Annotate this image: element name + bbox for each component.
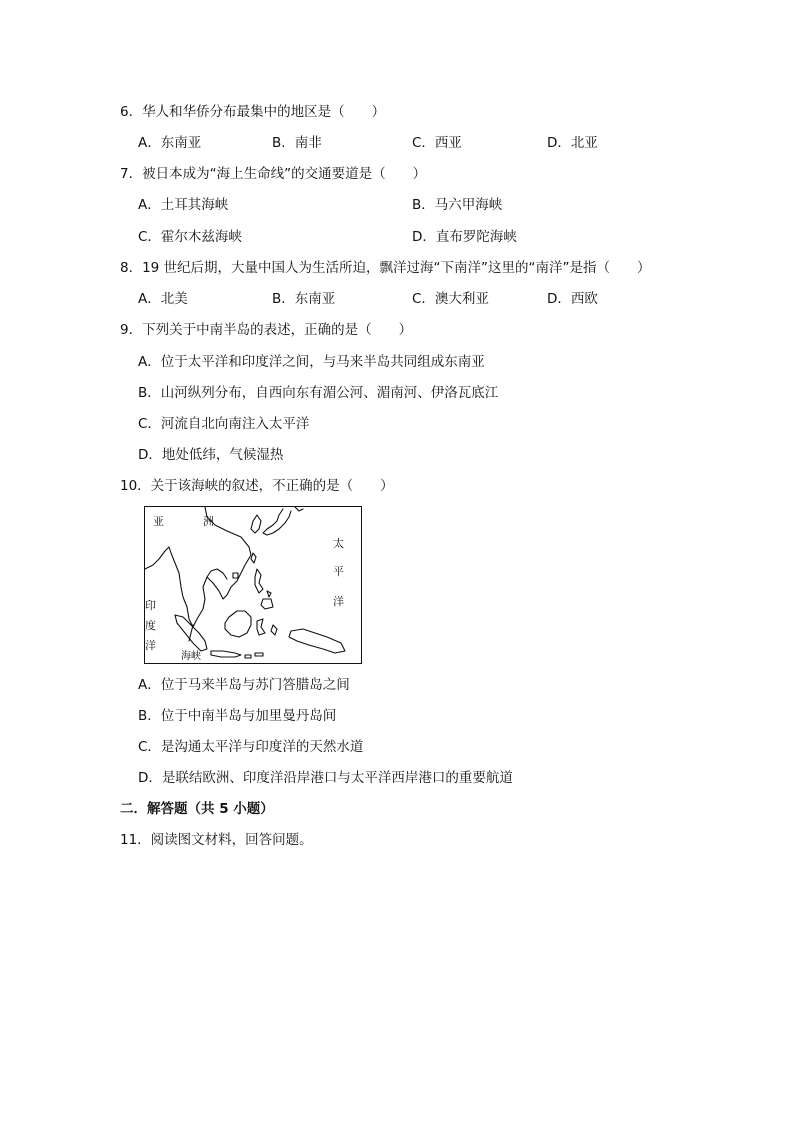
q11-stem: 11．阅读图文材料，回答问题。: [120, 832, 313, 848]
label-indian-3: 洋: [145, 639, 156, 652]
hainan-island: [233, 573, 238, 578]
q7-option-b: B．马六甲海峡: [412, 197, 503, 213]
gulf-coastline: [207, 569, 227, 579]
label-asia-1: 亚: [153, 515, 164, 528]
q8-option-d: D．西欧: [547, 291, 598, 307]
q10-option-c: C．是沟通太平洋与印度洋的天然水道: [138, 739, 364, 755]
philippines-mindanao: [261, 599, 273, 609]
section2-title: 二．解答题（共 5 小题）: [120, 801, 274, 817]
new-guinea-island: [289, 629, 345, 653]
q6-option-c: C．西亚: [412, 135, 462, 151]
q8-option-c: C．澳大利亚: [412, 291, 489, 307]
q9-option-c: C．河流自北向南注入太平洋: [138, 416, 310, 432]
map-drawing: [145, 507, 361, 663]
label-pacific-2: 平: [333, 565, 344, 578]
q10-stem: 10．关于该海峡的叙述，不正确的是（ ）: [120, 478, 394, 494]
philippines-visayas: [267, 591, 271, 597]
q10-option-d: D．是联结欧洲、印度洋沿岸港口与太平洋西岸港口的重要航道: [138, 770, 513, 786]
q9-stem: 9．下列关于中南半岛的表述，正确的是（ ）: [120, 322, 413, 338]
q6-option-d: D．北亚: [547, 135, 598, 151]
q10-option-a: A．位于马来半岛与苏门答腊岛之间: [138, 677, 350, 693]
japan-islands: [263, 509, 291, 535]
label-strait: 海峡: [181, 651, 201, 662]
strait-pointer: [189, 625, 193, 641]
q6-option-a: A．东南亚: [138, 135, 202, 151]
q9-option-a: A．位于太平洋和印度洋之间，与马来半岛共同组成东南亚: [138, 354, 485, 370]
label-pacific-3: 洋: [333, 595, 344, 608]
java-island: [211, 651, 241, 657]
philippines-luzon: [255, 569, 263, 593]
q9-option-b: B．山河纵列分布，自西向东有湄公河、湄南河、伊洛瓦底江: [138, 385, 499, 401]
label-indian-1: 印: [145, 599, 156, 612]
q8-option-a: A．北美: [138, 291, 188, 307]
japan-north-island: [295, 507, 303, 511]
southeast-asia-map: [144, 506, 362, 664]
label-pacific-1: 太: [333, 537, 344, 550]
q7-option-d: D．直布罗陀海峡: [412, 229, 517, 245]
moluccas-islands: [271, 625, 277, 635]
label-indian-2: 度: [145, 619, 156, 632]
q6-option-b: B．南非: [272, 135, 322, 151]
q7-stem: 7．被日本成为“海上生命线”的交通要道是（ ）: [120, 166, 427, 182]
q6-stem: 6．华人和华侨分布最集中的地区是（ ）: [120, 104, 386, 120]
q9-option-d: D．地处低纬，气候湿热: [138, 447, 284, 463]
korea-peninsula: [251, 515, 261, 533]
sunda-island-2: [255, 653, 263, 656]
sunda-island-1: [245, 655, 251, 658]
label-asia-2: 洲: [203, 515, 214, 528]
borneo-island: [225, 611, 251, 637]
sulawesi-island: [257, 619, 265, 635]
q10-option-b: B．位于中南半岛与加里曼丹岛间: [138, 708, 337, 724]
q8-option-b: B．东南亚: [272, 291, 336, 307]
q7-option-a: A．土耳其海峡: [138, 197, 229, 213]
taiwan-island: [251, 553, 256, 563]
q8-stem: 8．19 世纪后期，大量中国人为生活所迫，飘洋过海“下南洋”这里的“南洋”是指（ ）: [120, 260, 651, 276]
q7-option-c: C．霍尔木兹海峡: [138, 229, 242, 245]
